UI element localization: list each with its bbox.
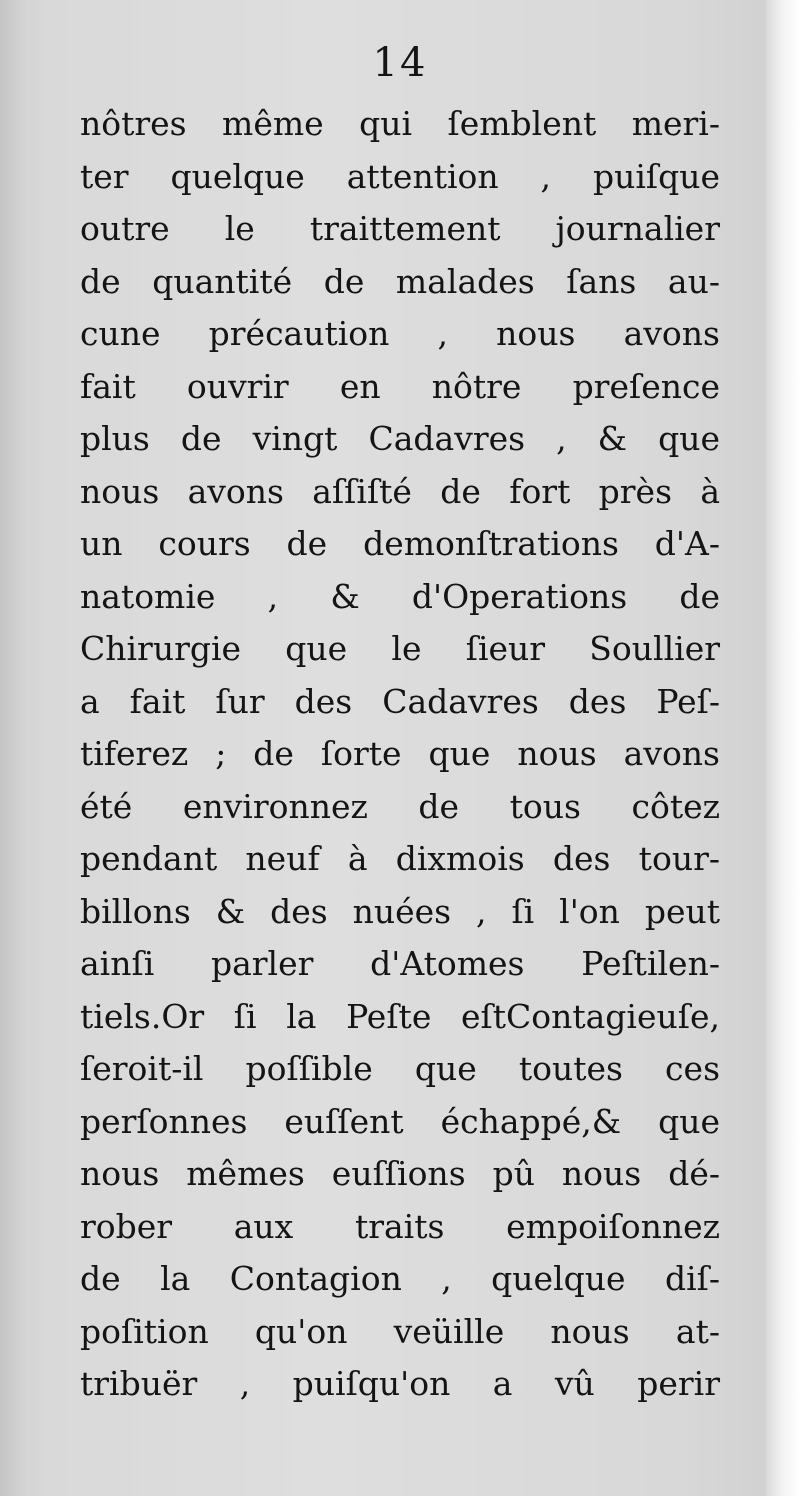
text-line: tiels.Or ſi la Peſte eſtContagieuſe, [80,996,720,1036]
text-line: poſition qu'on veüille nous at- [80,1311,720,1351]
text-line: perſonnes euſſent échappé,& que [80,1101,720,1141]
text-line: nous avons aſſiſté de fort près à [80,471,720,511]
text-line: rober aux traits empoiſonnez [80,1206,720,1246]
text-line: de quantité de malades ſans au- [80,261,720,301]
page-gutter-shadow [0,0,28,1496]
text-line: a fait ſur des Cadavres des Peſ- [80,681,720,721]
text-line: nôtres même qui ſemblent meri- [80,104,720,143]
body-text [80,98,720,1411]
text-line: billons & des nuées , ſi l'on peut [80,891,720,931]
text-line: ter quelque attention , puiſque [80,156,720,196]
text-line: natomie , & d'Operations de [80,576,720,616]
text-line: nous mêmes euſſions pû nous dé- [80,1154,720,1193]
text-line: ſeroit-il poſſible que toutes ces [80,1049,720,1088]
text-line: un cours de demonſtrations d'A- [80,524,720,563]
text-line: Chirurgie que le ſieur Soullier [80,629,720,668]
text-line: été environnez de tous côtez [80,786,720,826]
text-line: pendant neuf à dixmois des tour- [80,839,720,878]
page-number: 14 [372,40,428,86]
text-line: fait ouvrir en nôtre preſence [80,366,720,406]
text-line: cune précaution , nous avons [80,314,720,353]
page-edge-highlight [766,0,800,1496]
text-line: outre le traittement journalier [80,209,720,248]
text-line: de la Contagion , quelque diſ- [80,1259,720,1298]
text-line: plus de vingt Cadavres , & que [80,419,720,458]
text-line: tiferez ; de ſorte que nous avons [80,734,720,773]
text-line: tribuër , puiſqu'on a vû perir [80,1364,720,1403]
text-line: ainſi parler d'Atomes Peſtilen- [80,944,720,983]
